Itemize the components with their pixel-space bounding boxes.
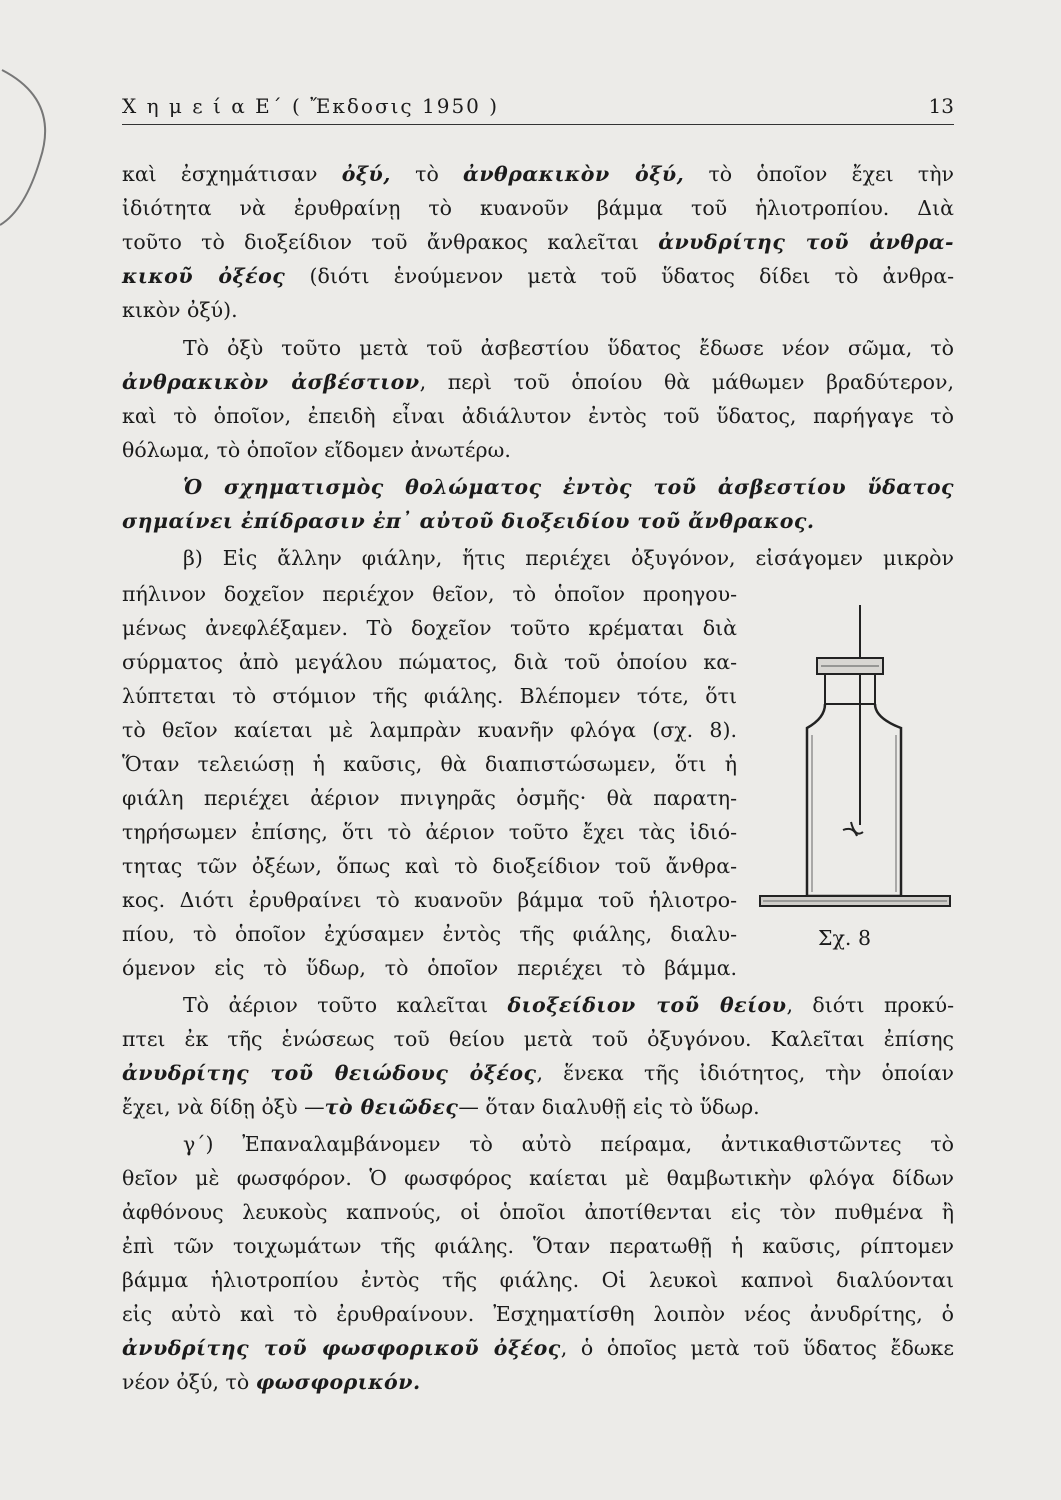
text-line bbox=[122, 1056, 954, 1090]
running-header bbox=[122, 90, 954, 125]
text-line bbox=[183, 988, 954, 1022]
text-run: πήλινον δοχεῖον περιέχον θεῖον, τὸ ὁποῖον προηγου- bbox=[122, 582, 737, 606]
text-run: Τὸ ἀέριον τοῦτο καλεῖται bbox=[183, 993, 508, 1017]
text-line bbox=[122, 679, 737, 713]
text-run: πτει ἐκ τῆς ἑνώσεως τοῦ θείου μετὰ τοῦ ὀξυγόνου. Καλεῖται ἐπίσης bbox=[122, 1027, 954, 1051]
text-run: ἰδιότητα νὰ ἐρυθραίνῃ τὸ κυανοῦν βάμμα τοῦ ἡλιοτροπίου. Διὰ bbox=[122, 196, 954, 220]
text-run: λύπτεται τὸ στόμιον τῆς φιάλης. Βλέπομεν τότε, ὅτι bbox=[122, 684, 737, 708]
text-line bbox=[183, 331, 954, 365]
header-title: Χ η μ ε ί α Ε΄ ( Ἔκδοσις 1950 ) bbox=[122, 94, 500, 118]
emphasized-term: ἀνυδρίτης τοῦ φωσφορικοῦ ὀξέος bbox=[122, 1336, 561, 1360]
text-line bbox=[122, 849, 737, 883]
text-line bbox=[122, 883, 737, 917]
text-line bbox=[122, 1195, 954, 1229]
text-line bbox=[122, 259, 954, 293]
emphasized-term: τὸ θειῶδες bbox=[324, 1095, 459, 1119]
text-run: τοῦτο τὸ διοξείδιον τοῦ ἄνθρακος καλεῖται bbox=[122, 230, 659, 254]
text-run: τὸ θεῖον καίεται μὲ λαμπρὰν κυανῆν φλόγα (σχ. 8). bbox=[122, 718, 737, 742]
text-run: νέον ὀξύ, τὸ bbox=[122, 1370, 256, 1394]
text-run: εἰς αὐτὸ καὶ τὸ ἐρυθραίνουν. Ἐσχηματίσθη λοιπὸν νέος ἀνυδρίτης, ὁ bbox=[122, 1302, 954, 1326]
text-line bbox=[122, 1090, 954, 1124]
text-run: , ἕνεκα τῆς ἰδιότητος, τὴν ὁποίαν bbox=[536, 1061, 955, 1085]
text-line bbox=[122, 157, 954, 191]
text-line bbox=[122, 577, 737, 611]
emphasized-term: διοξείδιον τοῦ θείου bbox=[507, 993, 787, 1017]
text-line bbox=[122, 1022, 954, 1056]
text-run: , διότι προκύ- bbox=[786, 993, 955, 1017]
text-run: , περὶ τοῦ ὁποίου θὰ μάθωμεν βραδύτερον, bbox=[419, 370, 954, 394]
text-run: καὶ ἐσχημάτισαν bbox=[122, 162, 342, 186]
text-run: (διότι ἑνούμενον μετὰ τοῦ ὕδατος δίδει τὸ ἀνθρα- bbox=[285, 264, 954, 288]
text-line bbox=[122, 433, 954, 467]
text-line bbox=[122, 747, 737, 781]
emphasized-term: φωσφορικόν. bbox=[255, 1370, 421, 1394]
text-run: τὸ bbox=[390, 162, 464, 186]
text-run: τὸ ὁποῖον ἔχει τὴν bbox=[684, 162, 954, 186]
text-line bbox=[122, 713, 737, 747]
text-line bbox=[122, 504, 954, 538]
text-line bbox=[122, 815, 737, 849]
text-line bbox=[122, 1263, 954, 1297]
text-line bbox=[122, 293, 954, 327]
binding-curve-mark bbox=[0, 60, 80, 260]
text-run: Τὸ ὀξὺ τοῦτο μετὰ τοῦ ἀσβεστίου ὕδατος ἔδωσε νέον σῶμα, τὸ bbox=[183, 336, 954, 360]
text-line bbox=[122, 1229, 954, 1263]
text-run: ἐπὶ τῶν τοιχωμάτων τῆς φιάλης. Ὅταν περατωθῇ ἡ καῦσις, ρίπτομεν bbox=[122, 1234, 954, 1258]
text-run: κος. Διότι ἐρυθραίνει τὸ κυανοῦν βάμμα τοῦ ἡλιοτρο- bbox=[122, 888, 737, 912]
text-line bbox=[122, 951, 737, 985]
text-line bbox=[122, 917, 737, 951]
text-run: γ΄) Ἐπαναλαμβάνομεν τὸ αὐτὸ πείραμα, ἀντικαθιστῶντες τὸ bbox=[183, 1132, 954, 1156]
text-run: θόλωμα, τὸ ὁποῖον εἴδομεν ἀνωτέρω. bbox=[122, 438, 511, 462]
text-line bbox=[122, 781, 737, 815]
figure-bottle-illustration bbox=[755, 600, 955, 960]
text-line bbox=[122, 399, 954, 433]
text-run: τηρήσωμεν ἐπίσης, ὅτι τὸ ἀέριον τοῦτο ἔχει τὰς ἰδιό- bbox=[122, 820, 737, 844]
text-run: — ὅταν διαλυθῇ εἰς τὸ ὕδωρ. bbox=[458, 1095, 760, 1119]
text-line bbox=[183, 1127, 954, 1161]
emphasized-term: κικοῦ ὀξέος bbox=[122, 264, 286, 288]
text-run: θεῖον μὲ φωσφόρον. Ὁ φωσφόρος καίεται μὲ θαμβωτικὴν φλόγα δίδων bbox=[122, 1166, 954, 1190]
text-run: καὶ τὸ ὁποῖον, ἐπειδὴ εἶναι ἀδιάλυτον ἐντὸς τοῦ ὕδατος, παρήγαγε τὸ bbox=[122, 404, 954, 428]
emphasized-term: ἀνθρακικὸν ὀξύ, bbox=[463, 162, 685, 186]
text-line bbox=[122, 645, 737, 679]
text-run: , ὁ ὁποῖος μετὰ τοῦ ὕδατος ἔδωκε bbox=[560, 1336, 954, 1360]
bottle-neck bbox=[825, 674, 875, 704]
text-run: πίου, τὸ ὁποῖον ἐχύσαμεν ἐντὸς τῆς φιάλης, διαλυ- bbox=[122, 922, 737, 946]
figure-caption: Σχ. 8 bbox=[818, 926, 871, 950]
text-run: όμενον εἰς τὸ ὕδωρ, τὸ ὁποῖον περιέχει τὸ βάμμα. bbox=[122, 956, 737, 980]
text-run: κικὸν ὀξύ). bbox=[122, 298, 238, 322]
text-run: φιάλη περιέχει ἀέριον πνιγηρᾶς ὀσμῆς· θὰ παρατη- bbox=[122, 786, 737, 810]
text-run: τητας τῶν ὀξέων, ὅπως καὶ τὸ διοξείδιον τοῦ ἄνθρα- bbox=[122, 854, 737, 878]
text-run: Ὅταν τελειώσῃ ἡ καῦσις, θὰ διαπιστώσωμεν, ὅτι ἡ bbox=[122, 752, 737, 776]
text-run: βάμμα ἡλιοτροπίου ἐντὸς τῆς φιάλης. Οἱ λευκοὶ καπνοὶ διαλύονται bbox=[122, 1268, 954, 1292]
text-line bbox=[122, 1331, 954, 1365]
emphasized-term: ἀνυδρίτης τοῦ θειώδους ὀξέος bbox=[122, 1061, 537, 1085]
text-run: ἔχει, νὰ δίδῃ ὀξὺ — bbox=[122, 1095, 325, 1119]
text-line bbox=[183, 541, 954, 575]
text-run: β) Εἰς ἄλλην φιάλην, ἥτις περιέχει ὀξυγόνον, εἰσάγομεν μικρὸν bbox=[183, 546, 954, 570]
text-run: σύρματος ἀπὸ μεγάλου πώματος, διὰ τοῦ ὁποίου κα- bbox=[122, 650, 737, 674]
text-line bbox=[122, 611, 737, 645]
emphasized-term: Ὁ σχηματισμὸς θολώματος ἐντὸς τοῦ ἀσβεστίου ὕδατος bbox=[183, 475, 954, 499]
emphasized-term: ἀνυδρίτης τοῦ ἀνθρα- bbox=[658, 230, 954, 254]
text-line bbox=[122, 225, 954, 259]
text-line bbox=[122, 1161, 954, 1195]
text-line bbox=[122, 191, 954, 225]
page-number: 13 bbox=[928, 94, 954, 118]
emphasized-term: ἀνθρακικὸν ἀσβέστιον bbox=[122, 370, 420, 394]
emphasized-term: σημαίνει ἐπίδρασιν ἐπ᾿ αὐτοῦ διοξειδίου τοῦ ἄνθρακος. bbox=[122, 509, 815, 533]
text-line bbox=[122, 365, 954, 399]
bottle-body bbox=[807, 704, 901, 896]
text-line bbox=[183, 470, 954, 504]
emphasized-term: ὀξύ, bbox=[341, 162, 391, 186]
text-line bbox=[122, 1365, 954, 1399]
text-run: ἀφθόνους λευκοὺς καπνούς, οἱ ὁποῖοι ἀποτίθενται εἰς τὸν πυθμένα ἢ bbox=[122, 1200, 954, 1224]
text-line bbox=[122, 1297, 954, 1331]
text-run: μένως ἀνεφλέξαμεν. Τὸ δοχεῖον τοῦτο κρέμαται διὰ bbox=[122, 616, 737, 640]
